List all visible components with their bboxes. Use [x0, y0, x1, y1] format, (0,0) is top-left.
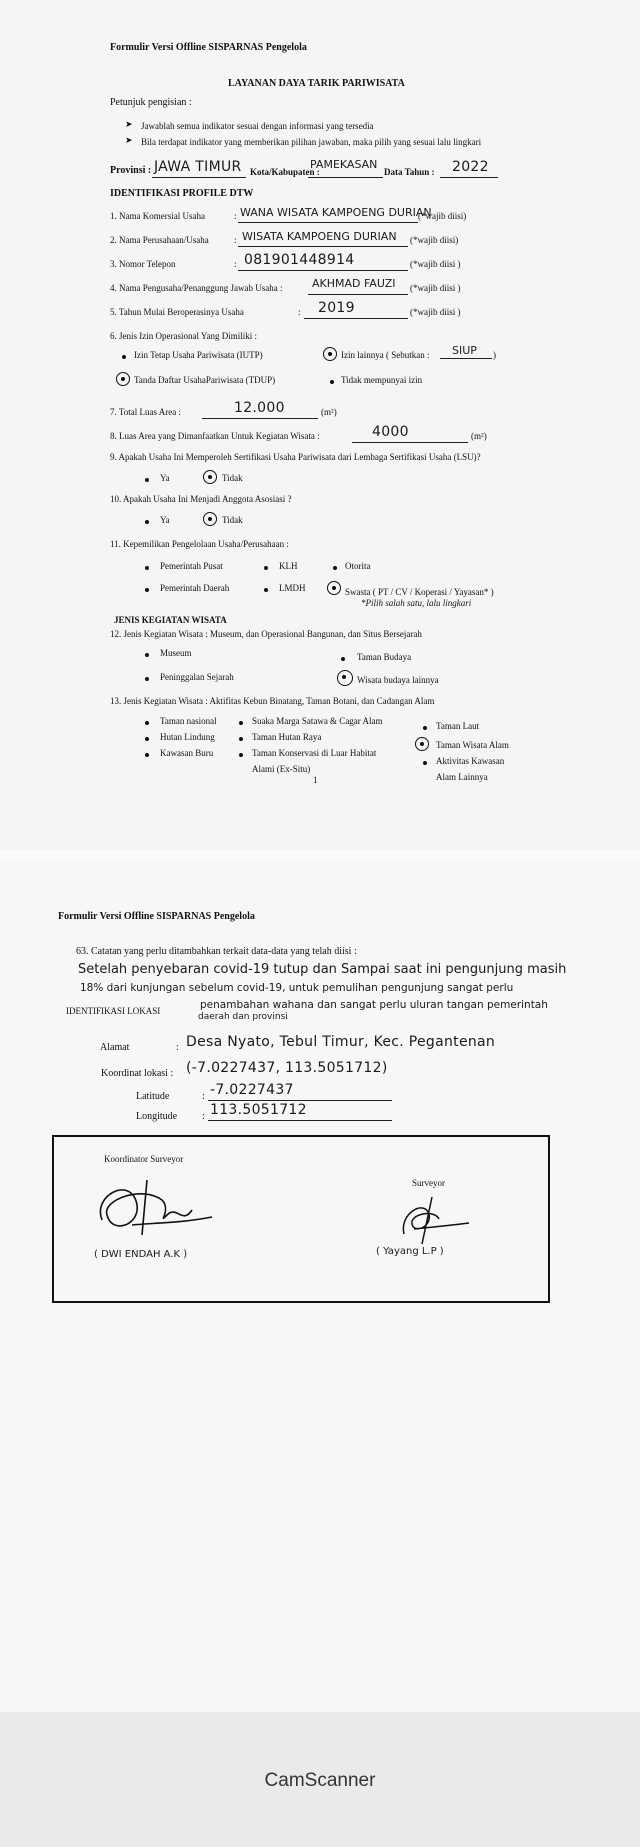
longitude-label: Longitude — [136, 1111, 178, 1122]
surveyor-name: ( Yayang L.P ) — [376, 1246, 444, 1257]
q13-kawasan-buru: Kawasan Buru — [160, 748, 214, 758]
q13-aktivitas-1: Aktivitas Kawasan — [436, 756, 505, 766]
field-2-note: (*wajib diisi) — [410, 235, 459, 245]
q13-aktivitas-2: Alam Lainnya — [436, 772, 488, 782]
q11-pusat: Pemerintah Pusat — [160, 561, 223, 571]
kota-value: PAMEKASAN — [310, 158, 378, 171]
q13-taman-wisata-alam: Taman Wisata Alam — [436, 740, 509, 750]
selected-circle-icon — [415, 737, 429, 751]
q6-opt2: Izin lainnya ( Sebutkan : — [341, 350, 430, 360]
surveyor-label: Surveyor — [412, 1178, 445, 1188]
field-1-sep: : — [234, 211, 237, 221]
q13-label: 13. Jenis Kegiatan Wisata : Aktifitas Kebun Binatang, Taman Botani, dan Cadangan Alam — [110, 696, 435, 706]
q7-unit: (m²) — [321, 407, 337, 417]
field-5-sep: : — [298, 307, 301, 317]
tahun-label: Data Tahun : — [384, 167, 435, 177]
koordinator-label: Koordinator Surveyor — [104, 1154, 184, 1164]
note-line-2: 18% dari kunjungan sebelum covid-19, untuk pemulihan pengunjung sangat perlu — [80, 982, 514, 994]
field-5-label: 5. Tahun Mulai Beroperasinya Usaha — [110, 307, 244, 317]
selected-circle-icon — [203, 470, 217, 484]
q6-opt2-close: ) — [493, 350, 496, 360]
provinsi-label: Provinsi : — [110, 165, 152, 176]
koordinat-value: (-7.0227437, 113.5051712) — [186, 1060, 388, 1076]
q12-museum: Museum — [160, 648, 192, 658]
instruction-1: Jawablah semua indikator sesuai dengan informasi yang tersedia — [141, 121, 374, 131]
q9-tidak: Tidak — [222, 473, 243, 483]
q12-taman-budaya: Taman Budaya — [357, 652, 412, 662]
section-identifikasi: IDENTIFIKASI PROFILE DTW — [110, 188, 254, 199]
form-title: LAYANAN DAYA TARIK PARIWISATA — [228, 78, 405, 89]
surveyor-signature — [384, 1189, 484, 1249]
field-4-note: (*wajib diisi ) — [410, 283, 461, 293]
field-1-note: (*wajib diisi) — [418, 211, 467, 221]
instruction-label: Petunjuk pengisian : — [110, 97, 192, 108]
note-line-1: Setelah penyebaran covid-19 tutup dan Sampai saat ini pengunjung masih — [78, 962, 567, 977]
selected-circle-icon — [116, 372, 130, 386]
field-2-value: WISATA KAMPOENG DURIAN — [242, 230, 397, 243]
q11-swasta: Swasta ( PT / CV / Koperasi / Yayasan* ) — [345, 587, 494, 597]
q13-hutan-lindung: Hutan Lindung — [160, 732, 215, 742]
q12-wisata-budaya: Wisata budaya lainnya — [357, 675, 439, 685]
longitude-sep: : — [202, 1111, 205, 1122]
q6-opt4: Tidak mempunyai izin — [341, 375, 423, 385]
longitude-value: 113.5051712 — [210, 1102, 307, 1118]
note-line-4: daerah dan provinsi — [198, 1012, 288, 1022]
q13-taman-nasional: Taman nasional — [160, 716, 217, 726]
q11-daerah: Pemerintah Daerah — [160, 583, 230, 593]
field-4-label: 4. Nama Pengusaha/Penanggung Jawab Usaha : — [110, 283, 283, 293]
instruction-2: Bila terdapat indikator yang memberikan pilihan jawaban, maka pilih yang sesuai lalu lingkari — [141, 137, 482, 147]
koordinator-name: ( DWI ENDAH A.K ) — [94, 1249, 188, 1260]
camscanner-logo: CamScanner — [264, 1770, 376, 1791]
q8-label: 8. Luas Area yang Dimanfaatkan Untuk Kegiatan Wisata : — [110, 431, 320, 441]
section-kegiatan: JENIS KEGIATAN WISATA — [114, 615, 227, 625]
selected-circle-icon — [323, 347, 337, 361]
latitude-label: Latitude — [136, 1091, 170, 1102]
q6-opt1: Izin Tetap Usaha Pariwisata (IUTP) — [134, 350, 263, 360]
q11-label: 11. Kepemilikan Pengelolaan Usaha/Perusahaan : — [110, 539, 289, 549]
field-3-note: (*wajib diisi ) — [410, 259, 461, 269]
q6-opt3: Tanda Daftar UsahaPariwisata (TDUP) — [134, 375, 276, 385]
selected-circle-icon — [337, 670, 353, 686]
provinsi-value: JAWA TIMUR — [154, 159, 242, 175]
field-1-value: WANA WISATA KAMPOENG DURIAN — [240, 206, 432, 219]
arrow-icon: ➤ — [125, 135, 133, 145]
latitude-sep: : — [202, 1091, 205, 1102]
q12-peninggalan: Peninggalan Sejarah — [160, 672, 234, 682]
selected-circle-icon — [327, 581, 341, 595]
field-1-label: 1. Nama Komersial Usaha — [110, 211, 205, 221]
selected-circle-icon — [203, 512, 217, 526]
q6-opt2-value: SIUP — [452, 344, 477, 357]
q13-taman-hutan: Taman Hutan Raya — [252, 732, 322, 742]
q13-taman-laut: Taman Laut — [436, 721, 480, 731]
field-2-sep: : — [234, 235, 237, 245]
note-line-3: penambahan wahana dan sangat perlu uluran tangan pemerintah — [200, 999, 548, 1011]
koordinat-label: Koordinat lokasi : — [101, 1068, 174, 1079]
field-3-sep: : — [234, 259, 237, 269]
latitude-value: -7.0227437 — [210, 1082, 294, 1098]
field-2-label: 2. Nama Perusahaan/Usaha — [110, 235, 209, 245]
q7-label: 7. Total Luas Area : — [110, 407, 181, 417]
q8-value: 4000 — [372, 424, 409, 440]
page-gap — [0, 850, 640, 862]
q13-konservasi-1: Taman Konservasi di Luar Habitat — [252, 748, 377, 758]
page-header: Formulir Versi Offline SISPARNAS Pengelola — [110, 42, 307, 53]
section-lokasi: IDENTIFIKASI LOKASI — [66, 1006, 161, 1016]
alamat-sep: : — [176, 1042, 179, 1053]
kota-label: Kota/Kabupaten : — [250, 167, 320, 177]
arrow-icon: ➤ — [125, 119, 133, 129]
q10-label: 10. Apakah Usaha Ini Menjadi Anggota Asosiasi ? — [110, 494, 292, 504]
q11-otorita: Otorita — [345, 561, 371, 571]
q9-ya: Ya — [160, 473, 170, 483]
field-5-value: 2019 — [318, 300, 355, 316]
q10-ya: Ya — [160, 515, 170, 525]
field-4-value: AKHMAD FAUZI — [312, 277, 396, 290]
field-3-value: 081901448914 — [244, 252, 355, 268]
q13-suaka: Suaka Marga Satawa & Cagar Alam — [252, 716, 383, 726]
q12-label: 12. Jenis Kegiatan Wisata : Museum, dan Operasional Bangunan, dan Situs Bersejarah — [110, 629, 422, 639]
q8-unit: (m²) — [471, 431, 487, 441]
signature-box — [52, 1135, 550, 1303]
q11-note: *Pilih salah satu, lalu lingkari — [361, 598, 472, 608]
page-header: Formulir Versi Offline SISPARNAS Pengelola — [58, 911, 255, 922]
koordinator-signature — [72, 1165, 232, 1245]
field-3-label: 3. Nomor Telepon — [110, 259, 176, 269]
alamat-value: Desa Nyato, Tebul Timur, Kec. Pegantenan — [186, 1034, 496, 1050]
form-page-1 — [0, 0, 640, 850]
q13-konservasi-2: Alami (Ex-Situ) — [252, 764, 311, 774]
page-number: 1 — [313, 775, 318, 785]
q11-klh: KLH — [279, 561, 298, 571]
q6-label: 6. Jenis Izin Operasional Yang Dimiliki : — [110, 331, 257, 341]
field-5-note: (*wajib diisi ) — [410, 307, 461, 317]
alamat-label: Alamat — [100, 1042, 130, 1053]
tahun-value: 2022 — [452, 159, 489, 175]
q7-value: 12.000 — [234, 400, 285, 416]
q10-tidak: Tidak — [222, 515, 243, 525]
q9-label: 9. Apakah Usaha Ini Memperoleh Sertifikasi Usaha Pariwisata dari Lembaga Sertifikasi Usaha (LSU)? — [110, 452, 481, 462]
q63-label: 63. Catatan yang perlu ditambahkan terkait data-data yang telah diisi : — [76, 946, 357, 957]
q11-lmdh: LMDH — [279, 583, 306, 593]
